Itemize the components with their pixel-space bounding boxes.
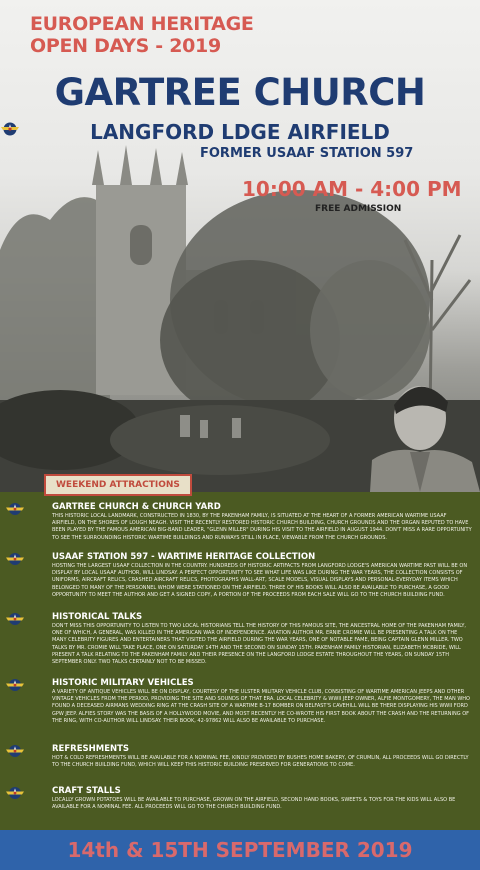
usaaf-wings-icon bbox=[6, 502, 24, 516]
section-heading: GARTREE CHURCH & CHURCH YARD bbox=[52, 502, 221, 512]
usaaf-wings-icon bbox=[6, 678, 24, 692]
venue-subtitle-right: DGE AIRFIELD bbox=[233, 120, 390, 144]
venue-subtitle bbox=[0, 121, 480, 143]
section-heading: USAAF STATION 597 - WARTIME HERITAGE COLLECTION bbox=[52, 552, 316, 562]
event-time: 10:00 AM - 4:00 PM bbox=[242, 177, 462, 201]
station-subtitle: FORMER USAAF STATION 597 bbox=[200, 146, 414, 161]
section-body: DON'T MISS THIS OPPORTUNITY TO LISTEN TO TWO LOCAL HISTORIANS TELL THE HISTORY OF THIS FAMOUS SITE, THE ANCESTRAL HOME OF THE PAKENHAM FAMILY, ONE OF WHICH, A GENERAL, WAS KILLED IN THE AMERICAN WAR OF INDEPENDENCE. AVIATION AUTHOR MR. ERNIE CROMIE WILL BE PRESENTING A TALK ON THE MANY CELEBRITY FIGURES AND ENTERTAINERS THAT VISITED THE AIRFIELD DURING THE WAR YEARS, ONE OF NOTABLE FAME, BEING CAPTAIN GLENN MILLER. TWO TALKS BY MR. CROMIE WILL TAKE PLACE, ONE ON SATURDAY 14TH AND THE SECOND ON SUNDAY 15TH. PAKENHAM FAMILY HISTORIAN, ELIZABETH MCBRIDE, WILL PRESENT A TALK RELATING TO THE PAKENHAM FAMILY AND THEIR PRESENCE ON THE LANGFORD LODGE ESTATE THROUGHOUT THE YEARS, ON SUNDAY 15TH SEPTEMBER ONLY. TWO TALKS CERTAINLY NOT TO BE MISSED. bbox=[52, 623, 467, 666]
page-title: GARTREE CHURCH bbox=[54, 71, 426, 114]
event-series-year: OPEN DAYS - 2019 bbox=[30, 35, 221, 57]
usaaf-wings-icon bbox=[6, 612, 24, 626]
venue-subtitle-left: LANGFORD L bbox=[90, 120, 234, 144]
usaaf-wings-icon bbox=[6, 744, 24, 758]
section-heading: REFRESHMENTS bbox=[52, 744, 130, 754]
weekend-attractions-tag: WEEKEND ATTRACTIONS bbox=[44, 474, 192, 496]
event-series-title: EUROPEAN HERITAGE bbox=[30, 13, 254, 35]
event-dates: 14th & 15TH SEPTEMBER 2019 bbox=[67, 838, 413, 862]
footer-band bbox=[0, 830, 480, 870]
section-heading: CRAFT STALLS bbox=[52, 786, 121, 796]
usaaf-wings-icon bbox=[6, 552, 24, 566]
admission-note: FREE ADMISSION bbox=[315, 204, 402, 214]
section-heading: HISTORICAL TALKS bbox=[52, 612, 143, 622]
section-body: LOCALLY GROWN POTATOES WILL BE AVAILABLE TO PURCHASE, GROWN ON THE AIRFIELD, SECOND HAND BOOKS, SWEETS & TOYS FOR THE KIDS WILL ALSO BE AVAILABLE FOR A NOMINAL FEE. ALL PROCEEDS WILL GO TO THE CHURCH BUILDING FUND. bbox=[52, 797, 456, 811]
attractions-panel bbox=[0, 492, 480, 832]
section-body: HOT & COLD REFRESHMENTS WILL BE AVAILABLE FOR A NOMINAL FEE, KINDLY PROVIDED BY BUSHES HOME BAKERY, OF CRUMLIN, ALL PROCEEDS WILL GO DIRECTLY TO THE CHURCH BUILDING FUND, WHICH WILL KEEP THIS HISTORIC BUILDING PRESERVED FOR GENERATIONS TO COME. bbox=[52, 755, 469, 769]
section-body: A VARIETY OF ANTIQUE VEHICLES WILL BE ON DISPLAY, COURTESY OF THE ULSTER MILITARY VEHICLE CLUB, CONSISTING OF WARTIME AMERICAN JEEPS AND OTHER VINTAGE VEHICLES FROM THE PERIOD, PROVIDING THE SITE AND SOUNDS OF THAT ERA. LOCAL CELEBRITY & WWII JEEP OWNER, ALFIE MONTGOMERY, THE MAN WHO FOUND A DECEASED AIRMANS WEDDING RING AT THE CRASH SITE OF A WARTIME B-17 BOMBER ON BELFAST'S CAVEHILL WILL BE THERE DISPLAYING HIS WWII FORD GPW JEEP. ALFIES STORY WAS THE BASIS OF A HOLLYWOOD MOVIE, AND MOST RECENTLY HE CO-WROTE HIS FIRST BOOK ABOUT THE CRASH AND THE RETURNING OF THE RING, WITH CO-AUTHOR WILL LINDSAY. THEIR BOOK, 42-97862 WILL ALSO BE AVAILABLE TO PURCHASE. bbox=[52, 689, 470, 724]
usaaf-wings-icon bbox=[6, 786, 24, 800]
section-heading: HISTORIC MILITARY VEHICLES bbox=[52, 678, 194, 688]
section-body: HOSTING THE LARGEST USAAF COLLECTION IN THE COUNTRY. HUNDREDS OF HISTORIC ARTIFACTS FROM LANGFORD LODGE'S AMERICAN WARTIME PAST WILL BE ON DISPLAY BY LOCAL USAAF AUTHOR, WILL LINDSAY. A PERFECT OPPORTUNITY TO SEE WHAT LIFE WAS LIKE DURING THE WAR YEARS, THE COLLECTION CONSISTS OF UNIFORMS, AIRCRAFT RELICS, CRASHED AIRCRAFT RELICS, PHOTOGRAPHS WALL-ART, SCALE MODELS, VISUAL DISPLAYS AND PERSONAL-EVERYDAY ITEMS WHICH BELONGED TO MANY OF THE PERSONNEL WHOM WERE STATIONED ON THE AIRFIELD. THREE OF HIS BOOKS WILL ALSO BE AVAILABLE TO PURCHASE, A GOOD OPPORTUNITY TO MEET THE AUTHOR AND GET A SIGNED COPY, A PORTION OF THE PROCEEDS FROM EACH SALE WILL GO TO THE CHURCH BUILDING FUND. bbox=[52, 563, 468, 598]
section-body: THIS HISTORIC LOCAL LANDMARK, CONSTRUCTED IN 1830, BY THE PAKENHAM FAMILY, IS SITUATED AT THE HEART OF A FORMER AMERICAN WARTIME USAAF AIRFIELD, ON THE SHORES OF LOUGH NEAGH. VISIT THE RECENTLY RESTORED HISTORIC CHURCH BUILDING, CHURCH GROUNDS AND THE ORGAN REPUTED TO HAVE BEEN PLAYED BY THE FAMOUS AMERICAN BIG-BAND LEADER, "GLENN MILLER" DURING HIS VISIT TO THE AIRFIELD IN AUGUST 1944. DON'T MISS A RARE OPPORTUNITY TO SEE THE SURROUNDING HISTORIC WARTIME BUILDINGS AND RUNWAYS STILL IN PLACE, VIEWABLE FROM THE CHURCH GROUNDS. bbox=[52, 513, 472, 541]
